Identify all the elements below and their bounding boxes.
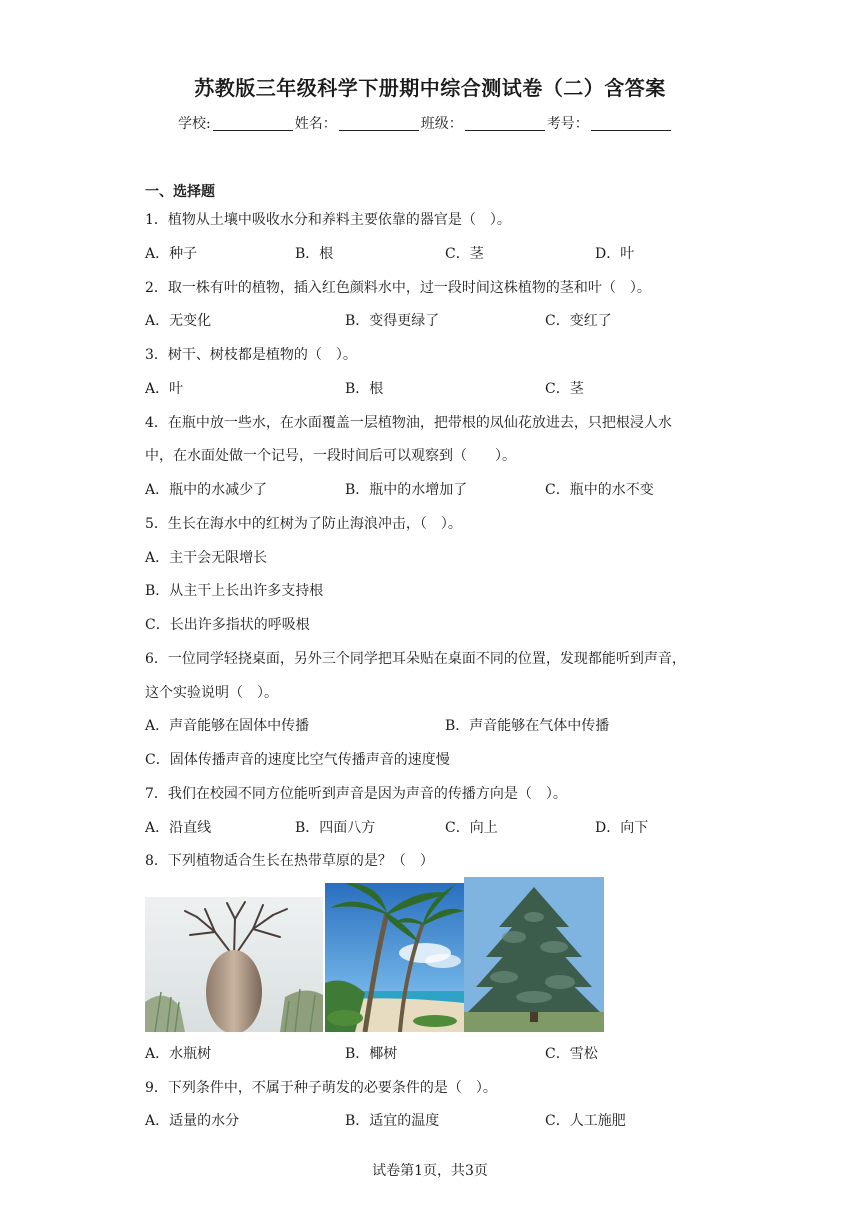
question-4-line-1: 4．在瓶中放一些水，在水面覆盖一层植物油，把带根的凤仙花放进去，只把根浸人水 — [145, 415, 672, 431]
class-blank — [465, 116, 545, 131]
q4-option-b: B．瓶中的水增加了 — [345, 482, 468, 498]
q8-option-c: C．雪松 — [545, 1046, 598, 1062]
q3-option-c: C．茎 — [545, 381, 584, 397]
question-6-line-2: 这个实验说明（ ）。 — [145, 685, 278, 701]
class-label: 班级： — [420, 116, 463, 132]
q1-option-b: B．根 — [295, 246, 334, 262]
page-title: 苏教版三年级科学下册期中综合测试卷（二）含答案 — [194, 76, 666, 100]
q7-option-d: D．向下 — [595, 820, 649, 836]
school-blank — [213, 116, 293, 131]
q2-option-b: B．变得更绿了 — [345, 313, 440, 329]
question-9: 9．下列条件中，不属于种子萌发的必要条件的是（ ）。 — [145, 1080, 497, 1096]
q5-option-b: B．从主干上长出许多支持根 — [145, 583, 324, 599]
q7-option-b: B．四面八方 — [295, 820, 376, 836]
q2-option-c: C．变红了 — [545, 313, 612, 329]
q4-option-a: A．瓶中的水减少了 — [145, 482, 268, 498]
question-6-line-1: 6．一位同学轻挠桌面，另外三个同学把耳朵贴在桌面不同的位置，发现都能听到声音， — [145, 651, 686, 667]
q7-option-a: A．沿直线 — [145, 820, 212, 836]
q9-option-b: B．适宜的温度 — [345, 1113, 440, 1129]
q6-option-c: C．固体传播声音的速度比空气传播声音的速度慢 — [145, 752, 450, 768]
q2-option-a: A．无变化 — [145, 313, 212, 329]
school-label: 学校: — [178, 116, 211, 132]
q1-option-a: A．种子 — [145, 246, 198, 262]
bottle-tree-photo — [145, 897, 323, 1032]
q4-option-c: C．瓶中的水不变 — [545, 482, 654, 498]
q9-option-c: C．人工施肥 — [545, 1113, 626, 1129]
section-title: 一、选择题 — [145, 184, 215, 200]
question-7: 7．我们在校园不同方位能听到声音是因为声音的传播方向是（ ）。 — [145, 786, 567, 802]
exam-no-blank — [591, 116, 671, 131]
question-5: 5．生长在海水中的红树为了防止海浪冲击，（ ）。 — [145, 516, 462, 532]
q1-option-d: D．叶 — [595, 246, 635, 262]
question-2: 2．取一株有叶的植物，插入红色颜料水中，过一段时间这株植物的茎和叶（ ）。 — [145, 280, 651, 296]
q6-option-a: A．声音能够在固体中传播 — [145, 718, 310, 734]
q5-option-c: C．长出许多指状的呼吸根 — [145, 617, 310, 633]
question-8: 8．下列植物适合生长在热带草原的是？（ ） — [145, 853, 434, 869]
q3-option-a: A．叶 — [145, 381, 184, 397]
page-footer: 试卷第1页，共3页 — [372, 1163, 488, 1179]
q1-option-c: C．茎 — [445, 246, 484, 262]
name-blank — [339, 116, 419, 131]
cedar-tree-photo — [464, 877, 604, 1032]
q3-option-b: B．根 — [345, 381, 384, 397]
q9-option-a: A．适量的水分 — [145, 1113, 240, 1129]
q8-option-b: B．椰树 — [345, 1046, 398, 1062]
q7-option-c: C．向上 — [445, 820, 498, 836]
q6-option-b: B．声音能够在气体中传播 — [445, 718, 610, 734]
question-4-line-2: 中，在水面处做一个记号，一段时间后可以观察到（ ）。 — [145, 448, 516, 464]
q5-option-a: A．主干会无限增长 — [145, 550, 268, 566]
question-3: 3．树干、树枝都是植物的（ ）。 — [145, 347, 357, 363]
coconut-palm-photo — [325, 883, 464, 1032]
exam-no-label: 考号： — [546, 116, 589, 132]
student-info-row — [178, 113, 673, 133]
name-label: 姓名： — [294, 116, 337, 132]
q8-option-a: A．水瓶树 — [145, 1046, 212, 1062]
question-1: 1．植物从土壤中吸收水分和养料主要依靠的器官是（ ）。 — [145, 212, 511, 228]
